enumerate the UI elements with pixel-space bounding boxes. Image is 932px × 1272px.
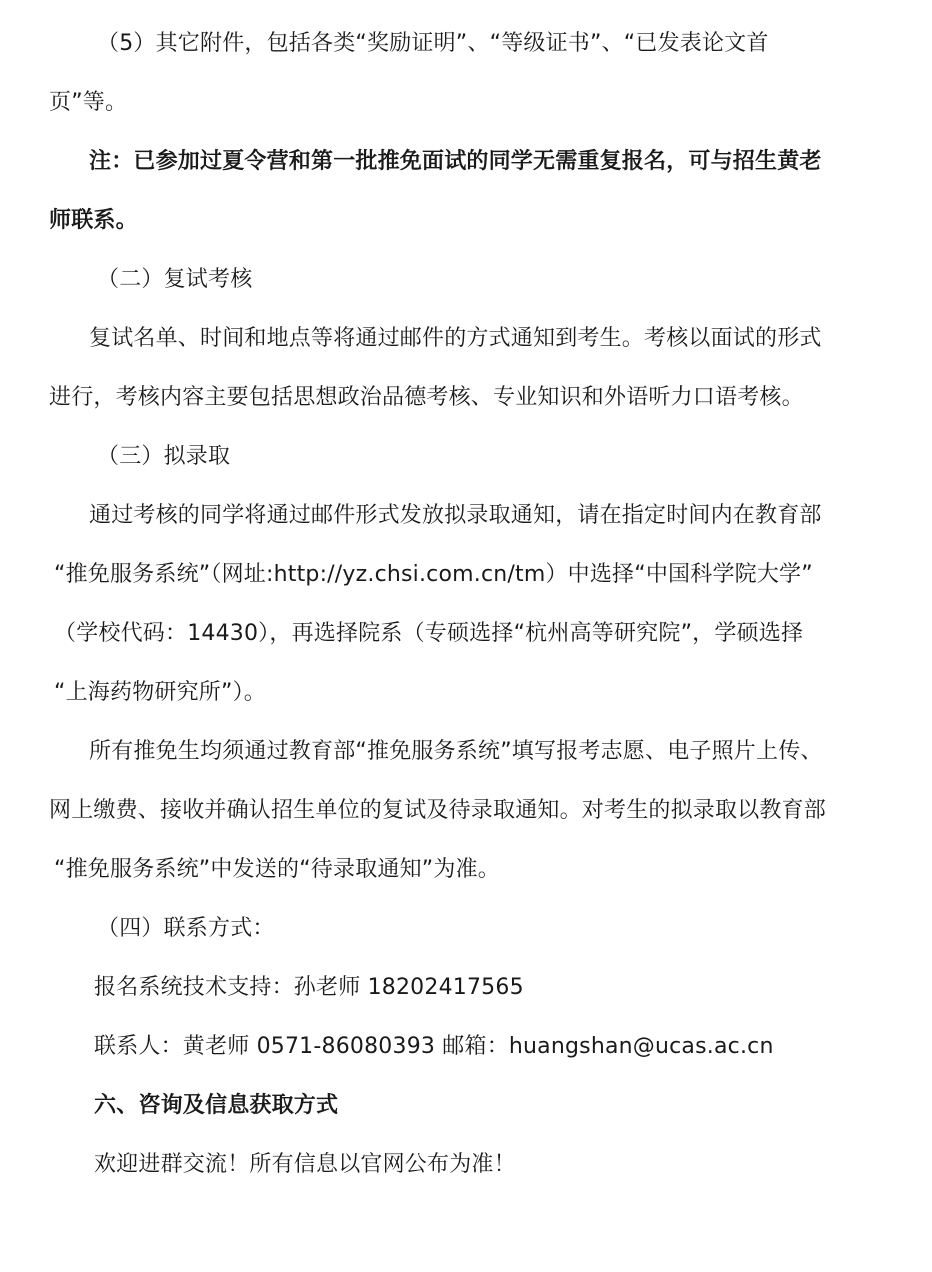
attachments-item5-line1: （5）其它附件，包括各类“奖励证明”、“等级证书”、“已发表论文首 (97, 31, 769, 56)
contact-tech-support: 报名系统技术支持：孙老师 18202417565 (94, 975, 524, 1000)
admission-para2-line2: 网上缴费、接收并确认招生单位的复试及待录取通知。对考生的拟录取以教育部 (49, 798, 827, 823)
section-retest-line2: 进行，考核内容主要包括思想政治品德考核、专业知识和外语听力口语考核。 (49, 385, 804, 410)
admission-para2-line1: 所有推免生均须通过教育部“推免服务系统”填写报考志愿、电子照片上传、 (89, 739, 823, 764)
section-retest-line1: 复试名单、时间和地点等将通过邮件的方式通知到考生。考核以面试的形式 (89, 326, 822, 351)
attachments-item5-line2: 页”等。 (49, 90, 128, 115)
note-line1: 注：已参加过夏令营和第一批推免面试的同学无需重复报名，可与招生黄老 (89, 149, 822, 174)
section-inquiry-heading: 六、咨询及信息获取方式 (94, 1093, 339, 1118)
contact-person: 联系人：黄老师 0571-86080393 邮箱：huangshan@ucas.ac.cn (94, 1034, 774, 1059)
section-contact-heading: （四）联系方式： (97, 916, 275, 941)
section-admission-heading: （三）拟录取 (97, 444, 231, 469)
section-retest-heading: （二）复试考核 (97, 267, 253, 292)
admission-para1-line4: “上海药物研究所”）。 (54, 680, 266, 705)
admission-para2-line3: “推免服务系统”中发送的“待录取通知”为准。 (54, 857, 500, 882)
section-inquiry-text: 欢迎进群交流！所有信息以官网公布为准！ (94, 1152, 516, 1177)
admission-para1-line2: “推免服务系统”（网址:http://yz.chsi.com.cn/tm）中选择“中国科学院大学” (54, 562, 813, 587)
note-line2: 师联系。 (49, 208, 138, 233)
admission-para1-line3: （学校代码：14430），再选择院系（专硕选择“杭州高等研究院”，学硕选择 (54, 621, 804, 646)
admission-para1-line1: 通过考核的同学将通过邮件形式发放拟录取通知，请在指定时间内在教育部 (89, 503, 822, 528)
